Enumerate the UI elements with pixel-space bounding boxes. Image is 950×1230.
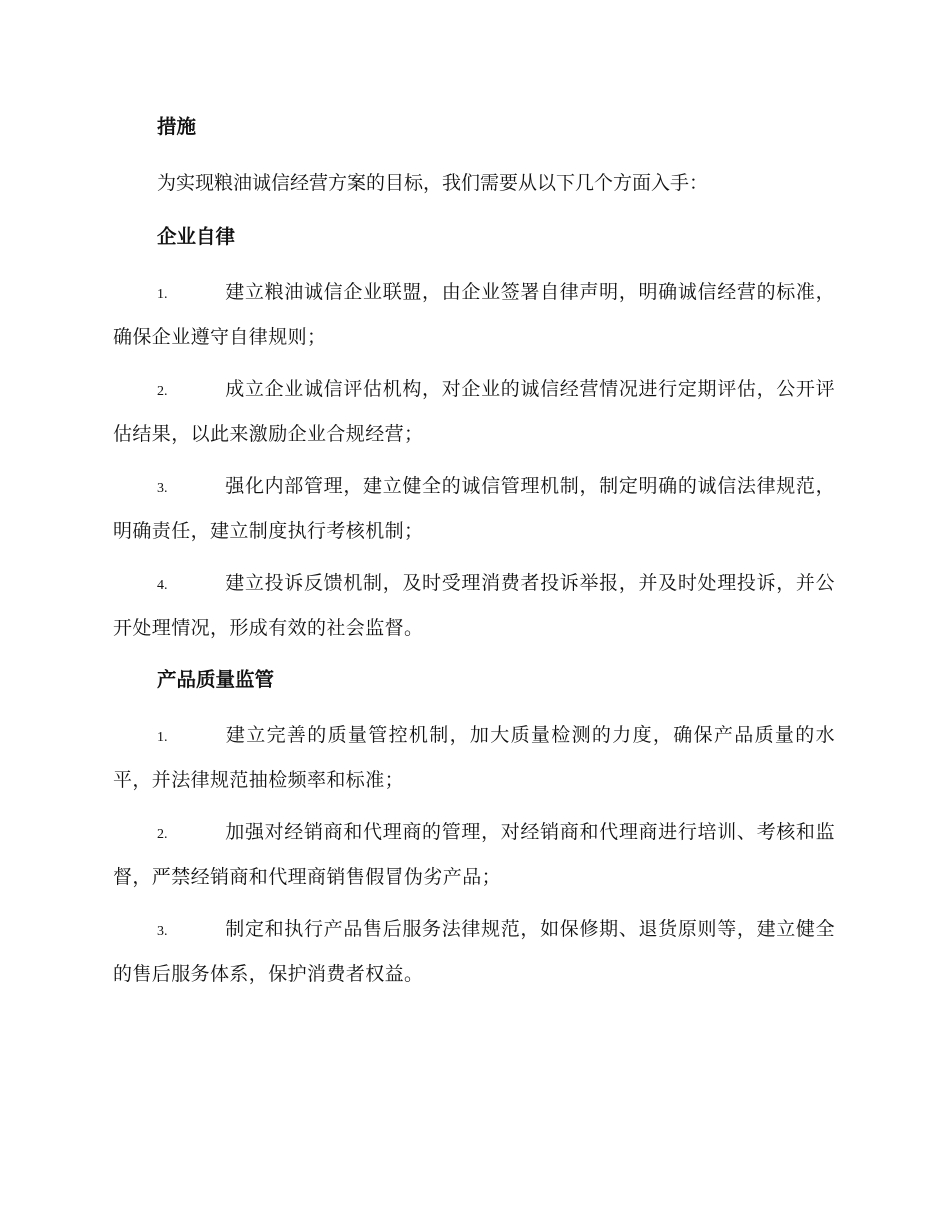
heading-product-quality-supervision: 产品质量监管	[157, 668, 275, 691]
list-item-number: 3.	[157, 924, 168, 939]
list-item	[113, 271, 835, 358]
list-item-text: 建立粮油诚信企业联盟，由企业签署自律声明，明确诚信经营的标准，确保企业遵守自律规则；	[113, 281, 835, 348]
heading-enterprise-self-discipline: 企业自律	[157, 225, 236, 248]
list-item-number: 1.	[157, 287, 168, 302]
list-item-text: 制定和执行产品售后服务法律规范，如保修期、退货原则等，建立健全的售后服务体系，保护消费者权益。	[113, 918, 835, 985]
list-item-text: 建立完善的质量管控机制，加大质量检测的力度，确保产品质量的水平，并法律规范抽检频率和标准；	[113, 724, 835, 791]
list-item-text: 建立投诉反馈机制，及时受理消费者投诉举报，并及时处理投诉，并公开处理情况，形成有效的社会监督。	[113, 572, 835, 639]
list-item-text: 成立企业诚信评估机构，对企业的诚信经营情况进行定期评估，公开评估结果，以此来激励企业合规经营；	[113, 378, 835, 445]
list-item-text: 强化内部管理，建立健全的诚信管理机制，制定明确的诚信法律规范，明确责任，建立制度执行考核机制；	[113, 475, 835, 542]
list-item	[113, 908, 835, 995]
list-item-number: 4.	[157, 578, 168, 593]
list-item	[113, 368, 835, 455]
list-item	[113, 714, 835, 801]
list-item	[113, 465, 835, 552]
list-item-number: 2.	[157, 827, 168, 842]
list-item	[113, 811, 835, 898]
intro-paragraph: 为实现粮油诚信经营方案的目标，我们需要从以下几个方面入手：	[157, 172, 709, 194]
list-item-text: 加强对经销商和代理商的管理，对经销商和代理商进行培训、考核和监督，严禁经销商和代理商销售假冒伪劣产品；	[113, 821, 835, 888]
list-item-number: 3.	[157, 481, 168, 496]
list-item-number: 2.	[157, 384, 168, 399]
list-item-number: 1.	[157, 730, 168, 745]
list-item	[113, 562, 835, 649]
section-title: 措施	[157, 115, 197, 138]
